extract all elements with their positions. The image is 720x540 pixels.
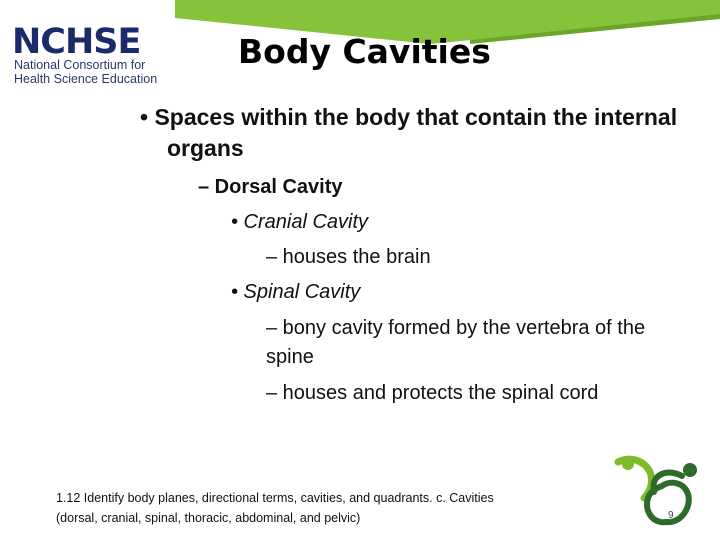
logo-line-1: National Consortium for xyxy=(14,58,146,72)
slide-title: Body Cavities xyxy=(238,32,491,71)
green-apple-person-icon xyxy=(610,452,706,532)
spinal-cavity-item: • Spinal Cavity xyxy=(231,281,361,303)
spinal-detail-2: – houses and protects the spinal cord xyxy=(266,382,599,404)
dorsal-cavity-item: – Dorsal Cavity xyxy=(198,176,343,198)
logo-line-2: Health Science Education xyxy=(14,72,158,86)
standard-line-2: (dorsal, cranial, spinal, thoracic, abdominal, and pelvic) xyxy=(56,511,361,525)
logo-name: NCHSE xyxy=(12,22,141,62)
standard-line-1: 1.12 Identify body planes, directional terms, cavities, and quadrants. c. Cavities xyxy=(56,491,494,505)
standard-reference xyxy=(56,488,576,528)
nchse-logo xyxy=(12,22,172,86)
cranial-detail: – houses the brain xyxy=(266,246,431,268)
page-number: 9 xyxy=(668,510,674,521)
slide-body xyxy=(140,102,710,407)
cranial-cavity-item: • Cranial Cavity xyxy=(231,211,369,233)
main-bullet: • Spaces within the body that contain the internal organs xyxy=(140,104,678,161)
spinal-detail-1: – bony cavity formed by the vertebra of the spine xyxy=(266,317,646,368)
